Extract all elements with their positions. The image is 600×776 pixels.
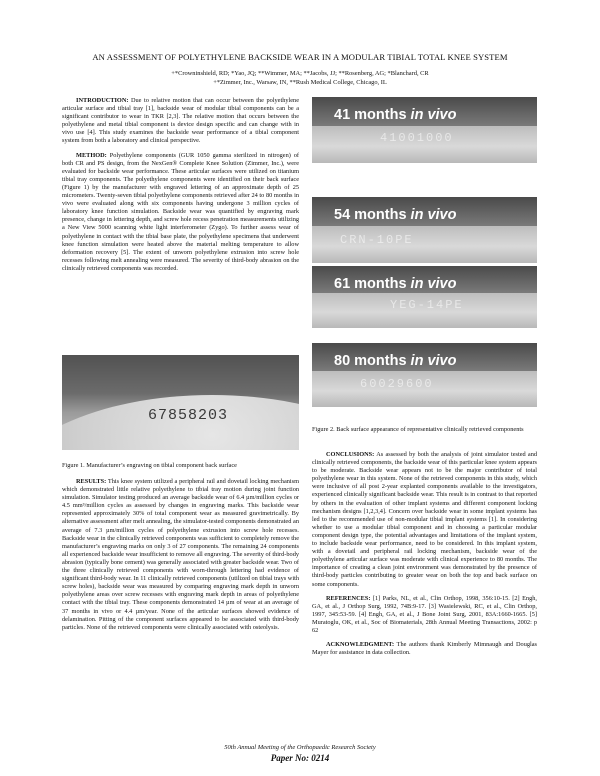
references-text: [1] Parks, NL, et al., Clin Orthop, 1998, 356:10-15. [2] Engh, GA, et al., J Orthop Surg, 1992, 74B:9-17. [3] Wasielewski, RC, et al., Clin Orthop, 1997, 345:53-59. [4] Engh, GA, et al., J Bone Joint Surg, 2001, 83A:1660-1665. [5] Muratoglu, OK, et al., Soc of Biomaterials, 28th Annual Meeting Transactions, 2002: p 62 bbox=[312, 594, 537, 634]
figure-2-caption: Figure 2. Back surface appearance of representative clinically retrieved components bbox=[312, 426, 524, 433]
figure-2-panel-80 bbox=[312, 343, 537, 407]
results-text: This knee system utilized a peripheral rail and dovetail locking mechanism which demonstrated little relative polyethylene to tibial tray motion during joint function simulation. Simulator testing produced an average backside wear of 6.4 µm/million cycles or 4.5 mm³/million cycles as assessed by changes in engraving marks. This backside wear represented approximately 30% of total component wear as measured gravimetrically. By alternative assessment after melt annealing, the simulator-tested components demonstrated an average of 7.3 µm/million cycles of polyethylene extrusion into screw hole recesses. Backside wear in the clinically retrieved components was sufficient to completely remove the manufacturer’s engraving marks on only 3 of 27 components. The remaining 24 components all experienced backside wear insufficient to remove all engraving. The severity of third-body abrasion (typically bone cement) was generally associated with greater backside wear. Two of the three clinically retrieved components with worn-through lettering had evidence of significant third-body wear. In 11 clinically retrieved components (utilized on tibial trays with screw holes), backside wear was measured by comparing engraving mark depth in unworn polyethylene areas over screw recesses with engraving mark depth in areas of polyethylene contact with the tibial tray. These components demonstrated 14 µm of wear at an average of 37 months in vivo or 4.4 µm/year. None of the articular surfaces showed evidence of delamination. Pitting of the component surfaces appeared to be associated with third-body particles. None of the retrieved components were clinically associated with osteolysis. bbox=[62, 478, 299, 631]
results-heading: RESULTS: bbox=[76, 478, 107, 485]
engraving-text: 67858203 bbox=[148, 407, 229, 424]
panel-engraving: 41001000 bbox=[380, 131, 454, 145]
left-column-top bbox=[62, 97, 299, 279]
paper-title: AN ASSESSMENT OF POLYETHYLENE BACKSIDE WEAR IN A MODULAR TIBIAL TOTAL KNEE SYSTEM bbox=[92, 52, 508, 62]
figure-2-panel-41 bbox=[312, 97, 537, 163]
conclusions-text: As assessed by both the analysis of joint simulator tested and clinically retrieved components, the backside wear of this particular knee system appears to be moderate. Backside wear appears not to be the major contributor of total polyethylene wear in this system. None of the retrieved components in this study, which were inclusive of all post 2-year explanted components available to the investigators, experienced clinically significant backside wear. This result is in contrast to that reported by others in the evaluation of other implant systems and different component locking mechanism designs [1,2,3,4]. Concern over backside wear in some implant systems has led to the recommended use of non-modular tibial implant systems [1]. In considering whether to use a modular tibial component and in choosing a particular modular component design type, the potential advantages and limitations of the implant system, to include backside wear performance, need to be considered. In this implant system, with a dovetail and peripheral rail locking mechanism, backside wear of the polyethylene articular surface was moderate with clinical experience to 80 months. The importance of creating a clean joint environment was demonstrated by the presence of third-body particles contributing to greater wear on both the top and back surface on some components. bbox=[312, 451, 537, 588]
results-paragraph bbox=[62, 478, 299, 632]
panel-label: 41 months in vivo bbox=[334, 107, 457, 123]
figure-1-image bbox=[62, 355, 299, 450]
conclusions-paragraph bbox=[312, 451, 537, 589]
meeting-footer: 50th Annual Meeting of the Orthopaedic Research Society bbox=[224, 744, 376, 751]
figure-2-panel-54 bbox=[312, 197, 537, 263]
paper-number: Paper No: 0214 bbox=[270, 753, 330, 763]
panel-engraving: CRN-10PE bbox=[340, 233, 414, 247]
figure-2-panel-61 bbox=[312, 266, 537, 328]
left-column-bottom bbox=[62, 478, 299, 638]
references-heading: REFERENCES: bbox=[326, 594, 371, 602]
method-text: Polyethylene components (GUR 1050 gamma sterilized in nitrogen) of both CR and PS design, from the NexGen® Complete Knee Solution (Zimmer, Inc.), were evaluated for backside wear performance. These articular surfaces were utilized on titanium tibial tray components. The polyethylene components were identified on their back surface (Figure 1) by the manufacturer with engraved lettering of an approximate depth of 25 micrometers. Twenty-seven tibial polyethylene components retrieved after 24 to 80 months in vivo were evaluated along with six components having undergone 3 million cycles of laboratory knee function simulation. Backside wear was quantified by engraving mark presence, change in lettering depth, and screw hole recess penetration measurements utilizing a New View 5000 scanning white light interferometer (Zygo). To further assess wear of polyethylene in contact with the tibial base plate, the polyethylene specimens that underwent knee function simulation were heated above the material melting temperature to allow deformation recovery [5]. The extent of unworn polyethylene extrusion into screw hole recesses following melt annealing were measured. The severity of third-body abrasion on the clinically retrieved components was recorded. bbox=[62, 151, 299, 272]
acknowledgment-text: The authors thank Kimberly Mimnaugh and Douglas Mayer for assistance in data collection. bbox=[312, 641, 537, 657]
acknowledgment-heading: ACKNOWLEDGMENT: bbox=[326, 641, 395, 649]
authors-line: +*Crowninshield, RD; *Yao, JQ; **Wimmer, MA; **Jacobs, JJ; **Rosenberg, AG; *Blanchard, CR bbox=[171, 70, 429, 77]
right-column bbox=[312, 451, 537, 663]
introduction-heading: INTRODUCTION: bbox=[76, 97, 129, 104]
introduction-paragraph bbox=[62, 97, 299, 146]
method-paragraph bbox=[62, 152, 299, 273]
conclusions-heading: CONCLUSIONS: bbox=[326, 451, 375, 458]
references-paragraph bbox=[312, 595, 537, 635]
introduction-text: Due to relative motion that can occur between the polyethylene articular surface and tibial tray [1], backside wear of modular tibial components can be a significant contributor to wear in TKR [2,3]. The relative motion that occurs between the polyethylene and metal tibial component is device design specific and can change with in vivo use [4]. This study examines the backside wear performance of a tibial component system from both a laboratory and clinical perspective. bbox=[62, 97, 299, 145]
method-heading: METHOD: bbox=[76, 151, 107, 159]
panel-label: 54 months in vivo bbox=[334, 207, 457, 223]
panel-engraving: 60029600 bbox=[360, 377, 434, 391]
panel-label: 61 months in vivo bbox=[334, 276, 457, 292]
affiliations-line: +*Zimmer, Inc., Warsaw, IN, **Rush Medical College, Chicago, IL bbox=[213, 79, 387, 86]
panel-label: 80 months in vivo bbox=[334, 353, 457, 369]
figure-1-caption: Figure 1. Manufacturer’s engraving on tibial component back surface bbox=[62, 462, 237, 469]
acknowledgment-paragraph bbox=[312, 641, 537, 657]
panel-engraving: YEG-14PE bbox=[390, 298, 464, 312]
